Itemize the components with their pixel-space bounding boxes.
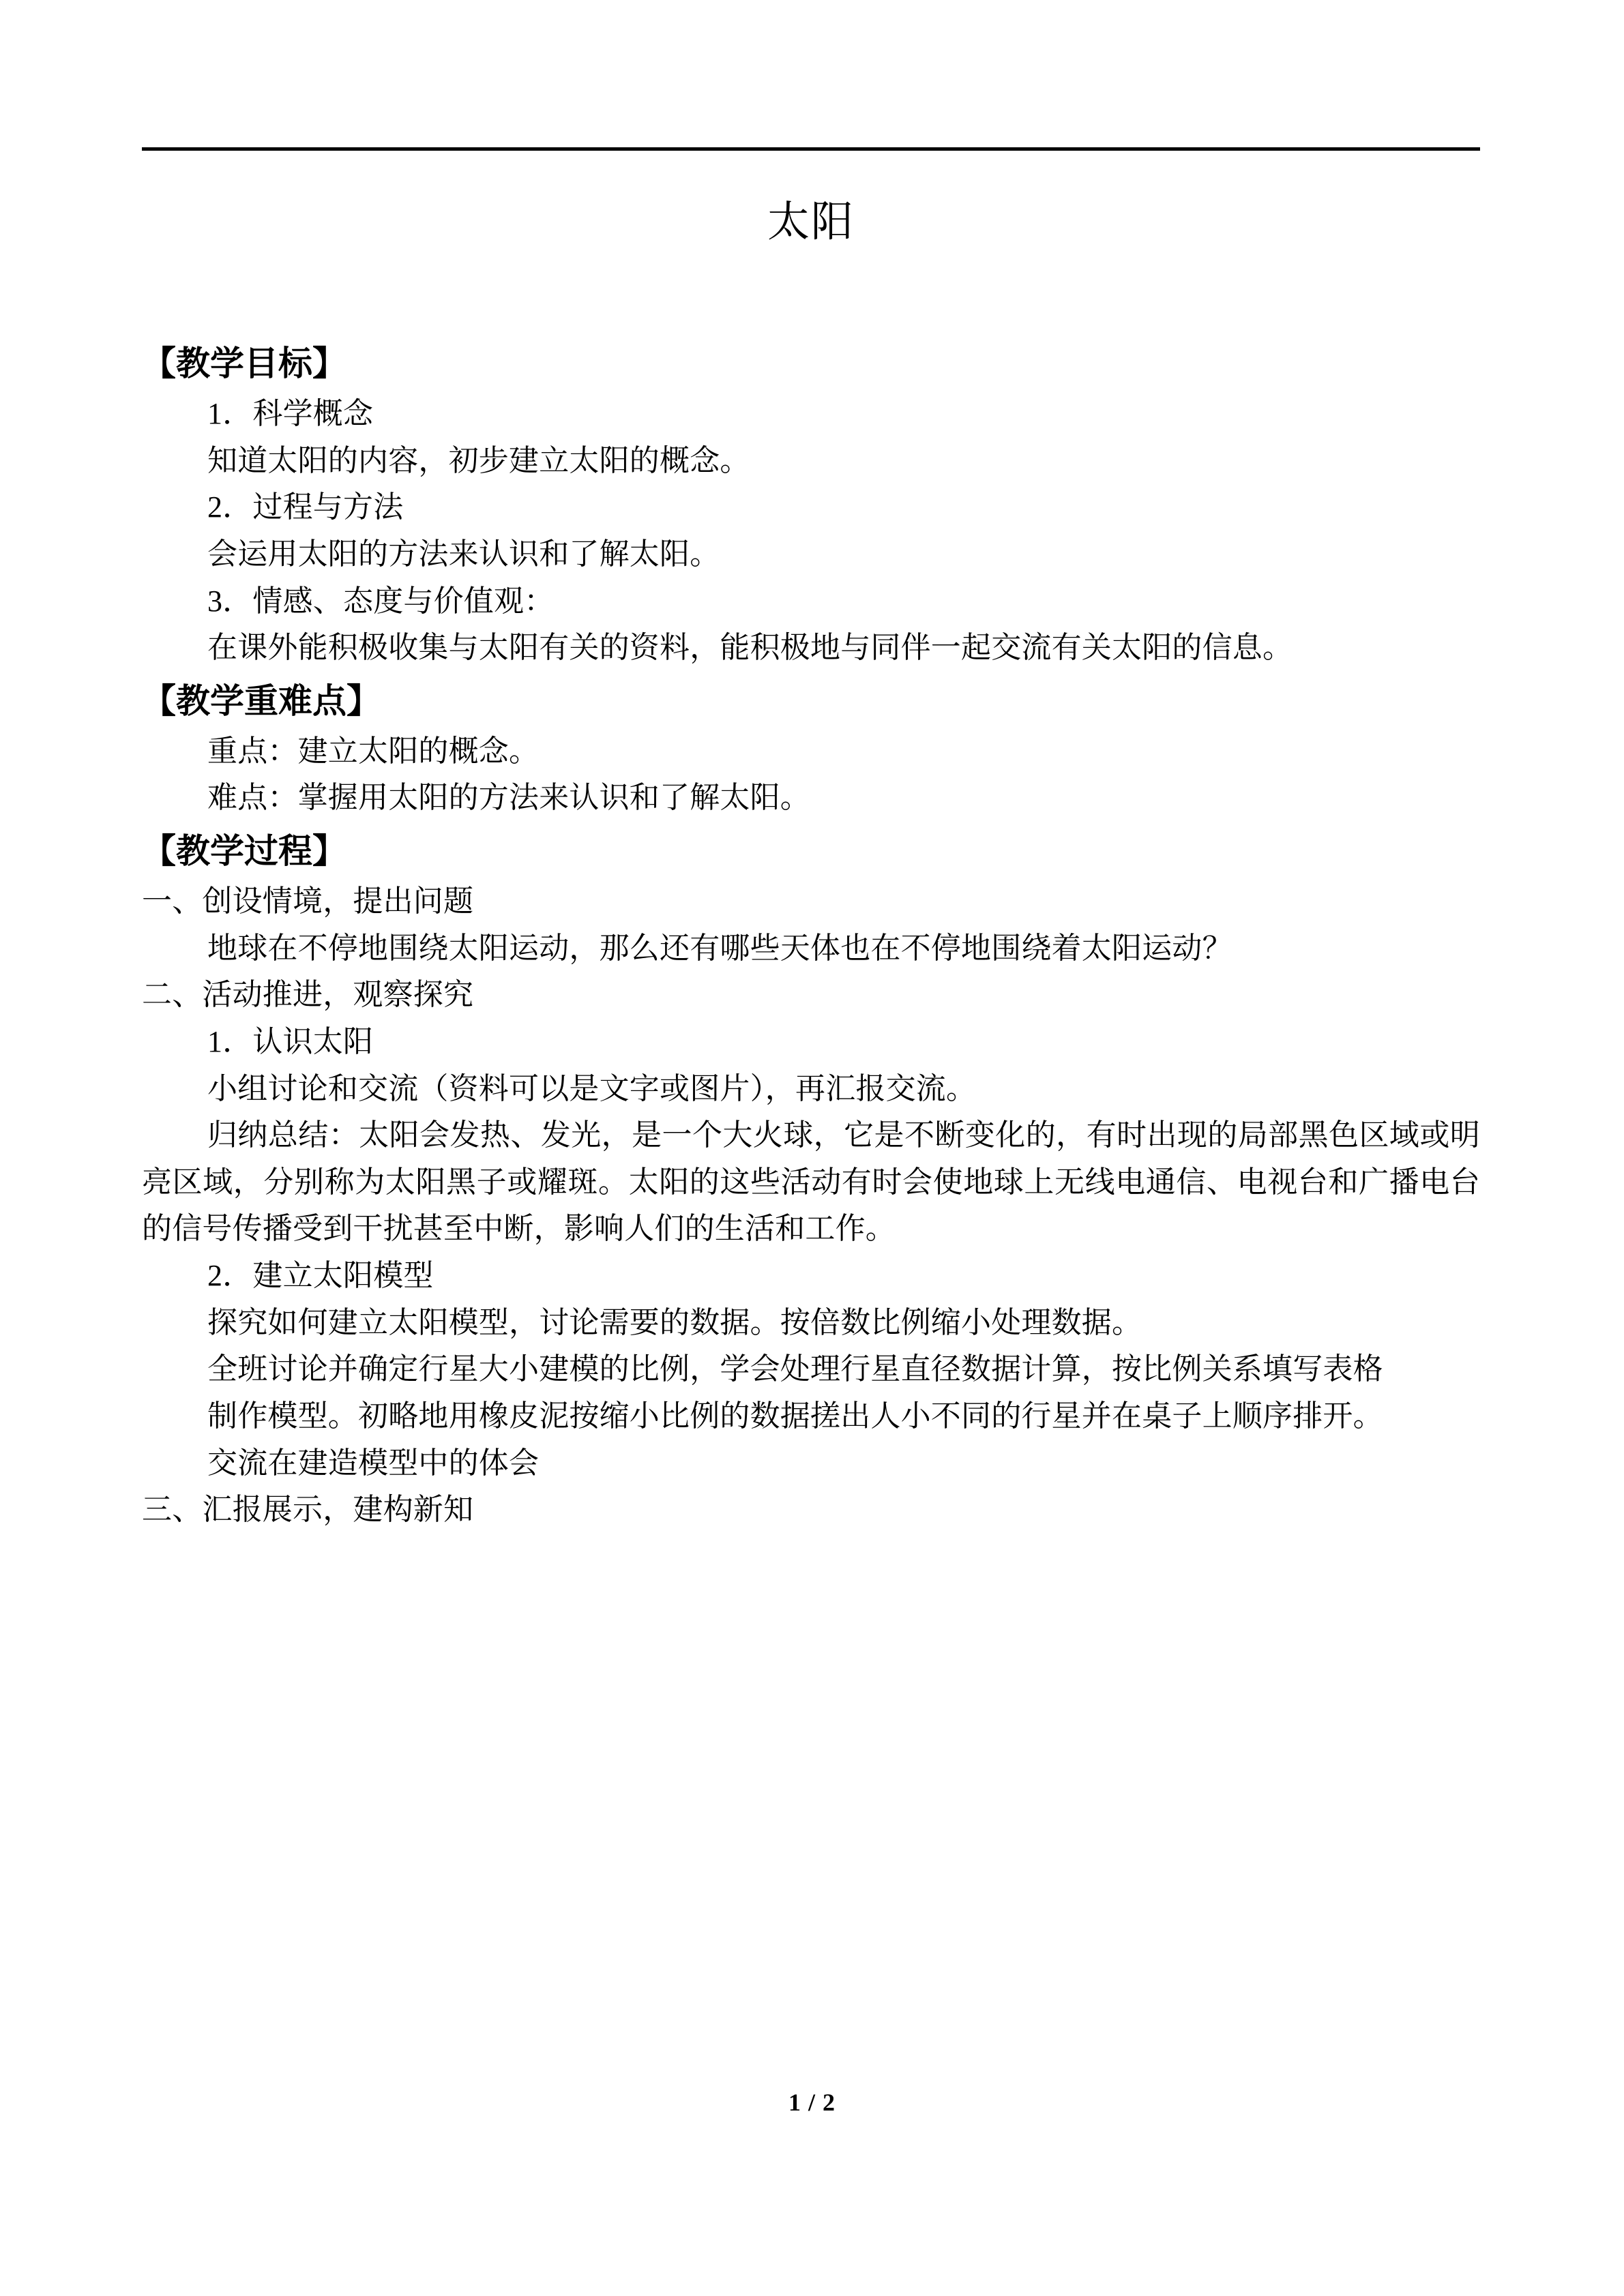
paragraph: 归纳总结：太阳会发热、发光，是一个大火球，它是不断变化的，有时出现的局部黑色区域或明亮区域，分别称为太阳黑子或耀斑。太阳的这些活动有时会使地球上无线电通信、电视台和广播电台的信号传播受到干扰甚至中断，影响人们的生活和工作。 [142,1118,1480,1246]
paragraph: 在课外能积极收集与太阳有关的资料，能积极地与同伴一起交流有关太阳的信息。 [207,631,1293,665]
paragraph: 2．建立太阳模型 [207,1259,434,1292]
paragraph: 地球在不停地围绕太阳运动，那么还有哪些天体也在不停地围绕着太阳运动？ [207,931,1232,965]
paragraph: 会运用太阳的方法来认识和了解太阳。 [207,537,720,571]
paragraph: 2．过程与方法 [207,490,404,524]
paragraph: 制作模型。初略地用橡皮泥按缩小比例的数据搓出人小不同的行星并在桌子上顺序排开。 [207,1399,1383,1433]
paragraph: 小组讨论和交流（资料可以是文字或图片），再汇报交流。 [207,1071,977,1105]
paragraph: 交流在建造模型中的体会 [207,1446,540,1480]
paragraph: 探究如何建立太阳模型，讨论需要的数据。按倍数比例缩小处理数据。 [207,1305,1142,1339]
page-footer: 1 / 2 [788,2089,836,2116]
paragraph: 知道太阳的内容，初步建立太阳的概念。 [207,443,750,477]
paragraph: 难点：掌握用太阳的方法来认识和了解太阳。 [207,781,810,815]
paragraph: 全班讨论并确定行星大小建模的比例，学会处理行星直径数据计算，按比例关系填写表格 [207,1352,1383,1386]
section-heading: 【教学重难点】 [142,681,381,720]
header-rule [142,147,1480,151]
document-body [142,341,1480,1534]
paragraph: 3．情感、态度与价值观： [207,584,555,618]
paragraph: 1．认识太阳 [207,1024,374,1058]
section-spacer [142,822,1480,829]
paragraph: 重点：建立太阳的概念。 [207,734,540,768]
paragraph: 二、活动推进，观察探究 [142,978,474,1012]
page-title: 太阳 [767,199,855,245]
paragraph: 三、汇报展示，建构新知 [142,1493,474,1527]
section-heading: 【教学过程】 [142,832,346,870]
section-spacer [142,672,1480,679]
section-heading: 【教学目标】 [142,344,346,383]
paragraph: 一、创设情境，提出问题 [142,884,474,918]
paragraph: 1．科学概念 [207,397,374,430]
